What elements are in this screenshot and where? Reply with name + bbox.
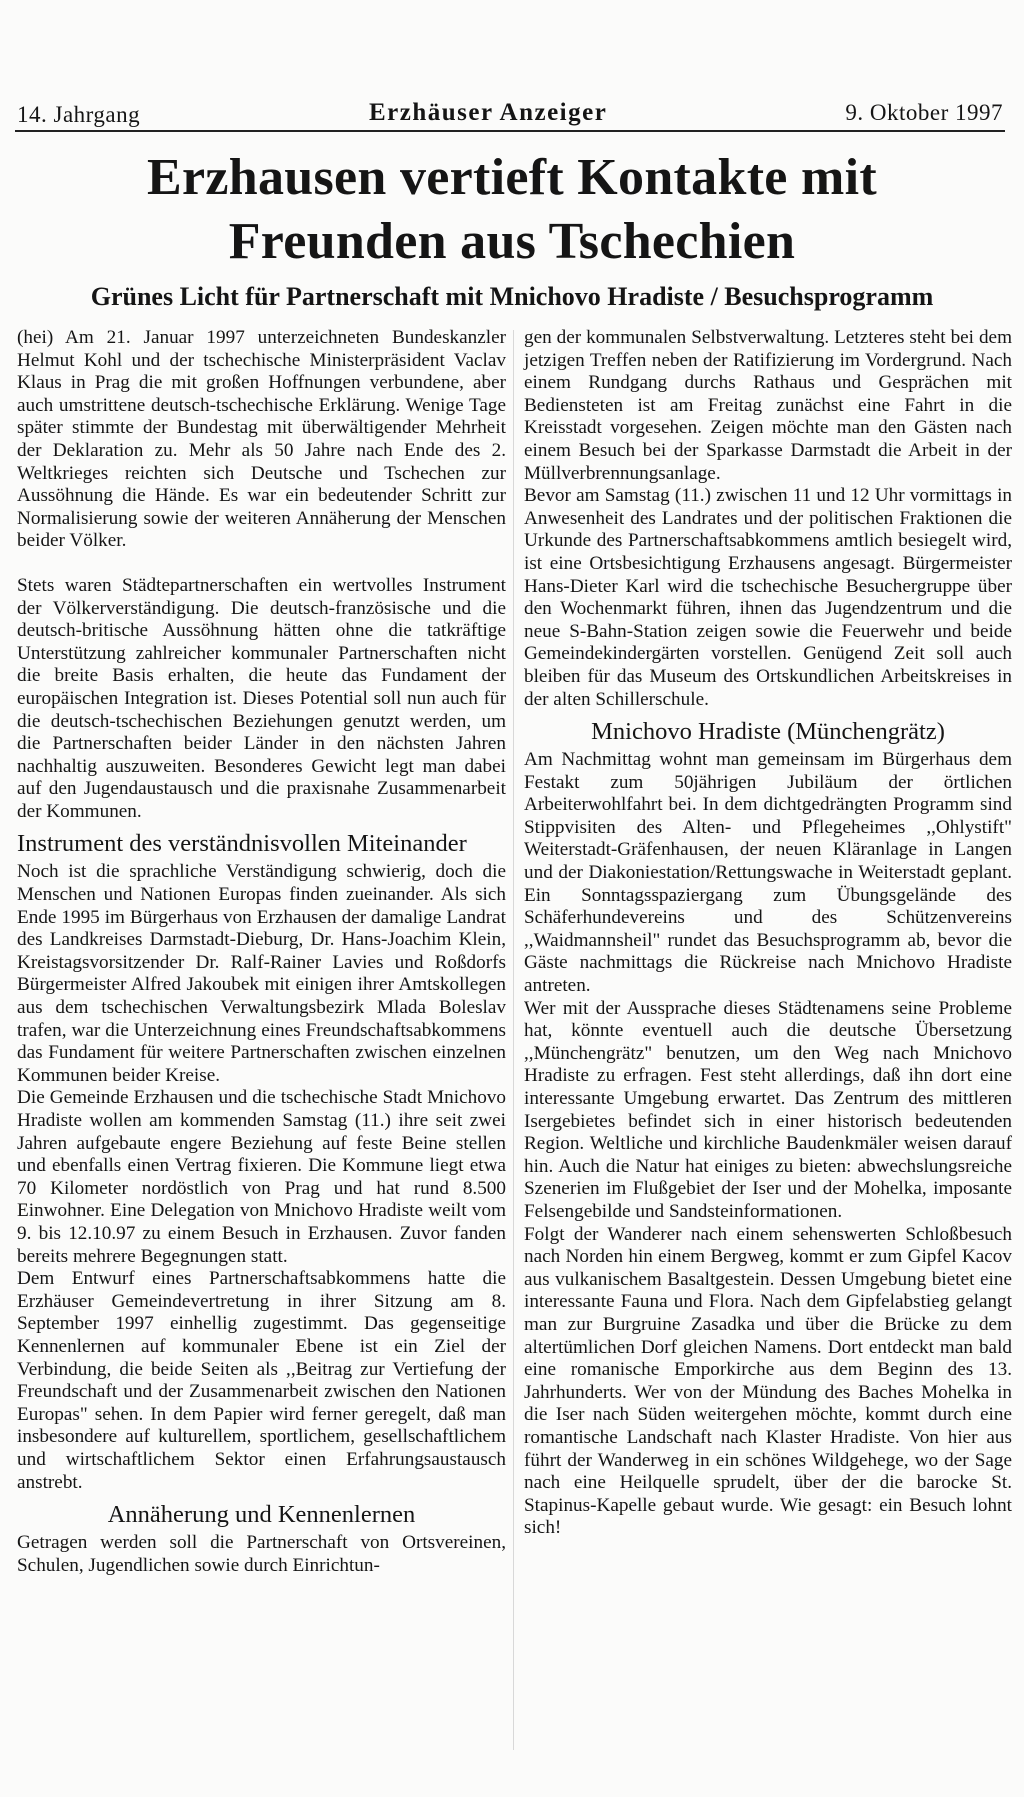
paragraph: Dem Entwurf eines Partnerschaftsabkommens hatte die Erzhäuser Gemeindevertretung in ihrer Sitzung am 8. September 1997 einhellig zugestimmt. Das gegenseitige Kennenlernen auf kommunaler Ebene ist ein Ziel der Verbindung, die beide Seiten als ,,Beitrag zur Vertiefung der Freundschaft und der Zusammenarbeit zwischen den Nationen Europas" sehen. In dem Papier wird ferner geregelt, daß man insbesondere auf kulturellem, sportlichem, gesellschaftlichem und wirtschaftlichem Sektor einen Erfahrungsaustausch anstrebt.	[17, 1268, 506, 1493]
article-headline	[0, 146, 1024, 274]
right-column	[524, 327, 1012, 1540]
paragraph: gen der kommunalen Selbstverwaltung. Letzteres steht bei dem jetzigen Treffen neben der Ratifizierung im Vordergrund. Nach einem Rundgang durchs Rathaus und Gesprächen mit Bediensteten ist am Freitag zunächst eine Fahrt in die Kreisstadt vorgesehen. Zeigen möchte man den Gästen nach einem Besuch bei der Sparkasse Darmstadt die Arbeit in der Müllverbrennungsanlage.	[524, 327, 1012, 484]
headline-line-1: Erzhausen vertieft Kontakte mit	[147, 149, 877, 206]
paragraph: Stets waren Städtepartnerschaften ein wertvolles Instrument der Völkerverständigung. Die deutsch-französische und die deutsch-britische Aussöhnung hätten ohne die tatkräftige Unterstützung zahlreicher kommunaler Partnerschaften nicht die breite Basis erhalten, die heute das Fundament der europäischen Integration ist. Dieses Potential soll nun auch für die deutsch-tschechischen Beziehungen genutzt werden, um die Partnerschaften beider Länder in den nächsten Jahren nachhaltig auszuweiten. Besonderes Gewicht legt man dabei auf den Jugendaustausch und die praxisnahe Zusammenarbeit der Kommunen.	[17, 574, 506, 822]
paragraph: (hei) Am 21. Januar 1997 unterzeichneten Bundeskanzler Helmut Kohl und der tschechische Ministerpräsident Vaclav Klaus in Prag die mit großen Hoffnungen verbundene, aber auch umstrittene deutsch-tschechische Erklärung. Wenige Tage später stimmte der Bundestag mit überwältigender Mehrheit der Deklaration zu. Mehr als 50 Jahre nach Ende des 2. Weltkrieges reichten sich Deutsche und Tschechen zur Aussöhnung die Hände. Es war ein bedeutender Schritt zur Normalisierung sowie der weiteren Annäherung der Menschen beider Völker.	[17, 327, 506, 552]
paragraph: Bevor am Samstag (11.) zwischen 11 und 12 Uhr vormittags in Anwesenheit des Landrates und der politischen Fraktionen die Urkunde des Partnerschaftsabkommens amtlich besiegelt wird, ist eine Ortsbesichtigung Erzhausens angesagt. Bürgermeister Hans-Dieter Karl wird die tschechische Besuchergruppe über den Wochenmarkt führen, ihnen das Jugendzentrum und die neue S-Bahn-Station zeigen sowie die Feuerwehr und beide Gemeindekindergärten vorstellen. Genügend Zeit soll auch bleiben für das Museum des Ortskundlichen Arbeitskreises in der alten Schillerschule.	[524, 485, 1012, 710]
article-subheadline: Grünes Licht für Partnerschaft mit Mnichovo Hradiste / Besuchsprogramm	[90, 282, 934, 311]
headline-line-2: Freunden aus Tschechien	[228, 213, 796, 270]
left-column	[17, 327, 506, 1577]
paragraph: Wer mit der Aussprache dieses Städtenamens seine Probleme hat, könnte eventuell auch die deutsche Übersetzung ,,Münchengrätz" benutzen, um den Weg nach Mnichovo Hradiste zu erfragen. Fest steht allerdings, daß ihn dort eine interessante Umgebung erwartet. Das Zentrum des mittleren Isergebietes befindet sich in einer historisch bedeutenden Region. Weltliche und kirchliche Baudenkmäler weisen darauf hin. Auch die Natur hat einiges zu bieten: abwechslungsreiche Szenerien im Flußgebiet der Iser und der Mohelka, imposante Felsengebilde und Sandsteinformationen.	[524, 997, 1012, 1222]
newspaper-name: Erzhäuser Anzeiger	[369, 99, 608, 126]
section-heading: Annäherung und Kennenlernen	[107, 1501, 416, 1529]
paragraph: Die Gemeinde Erzhausen und die tschechische Stadt Mnichovo Hradiste wollen am kommenden Samstag (11.) ihre seit zwei Jahren aufgebaute engere Beziehung auf feste Beine stellen und ebenfalls einen Vertrag fixieren. Die Kommune liegt etwa 70 Kilometer nordöstlich von Prag und hat rund 8.500 Einwohner. Eine Delegation von Mnichovo Hradiste weilt vom 9. bis 12.10.97 zu einem Besuch in Erzhausen. Zuvor fanden bereits mehrere Begegnungen statt.	[17, 1087, 506, 1267]
volume-label: 14. Jahrgang	[17, 102, 141, 127]
paragraph: Getragen werden soll die Partnerschaft von Ortsvereinen, Schulen, Jugendlichen sowie durch Einrichtun-	[17, 1532, 506, 1576]
masthead	[15, 98, 1005, 132]
issue-date: 9. Oktober 1997	[845, 100, 1003, 125]
section-heading: Mnichovo Hradiste (Münchengrätz)	[591, 718, 945, 746]
paragraph: Noch ist die sprachliche Verständigung schwierig, doch die Menschen und Nationen Europas finden zueinander. Als sich Ende 1995 im Bürgerhaus von Erzhausen der damalige Landrat des Landkreises Darmstadt-Dieburg, Dr. Hans-Joachim Klein, Kreistagsvorsitzender Dr. Ralf-Rainer Lavies und Roßdorfs Bürgermeister Alfred Jakoubek mit einigen ihrer Amtskollegen aus dem tschechischen Verwaltungsbezirk Mlada Boleslav trafen, war die Unterzeichnung eines Freundschaftsabkommens das Fundament für weitere Partnerschaften zwischen einzelnen Kommunen beider Kreise.	[17, 861, 506, 1086]
section-heading: Instrument des verständnisvollen Miteinander	[17, 830, 467, 858]
column-divider	[513, 330, 514, 1750]
paragraph: Am Nachmittag wohnt man gemeinsam im Bürgerhaus dem Festakt zum 50jährigen Jubiläum der örtlichen Arbeiterwohlfahrt bei. In dem dichtgedrängten Programm sind Stippvisiten des Alten- und Pflegeheimes ,,Ohlystift" Weiterstadt-Gräfenhausen, der neuen Kläranlage in Langen und der Diakoniestation/Rettungswache in Weiterstadt geplant. Ein Sonntagsspaziergang zum Übungsgelände des Schäferhundevereins und des Schützenvereins ,,Waidmannsheil" rundet das Besuchsprogramm ab, bevor die Gäste nachmittags die Rückreise nach Mnichovo Hradiste antreten.	[524, 749, 1012, 997]
paragraph: Folgt der Wanderer nach einem sehenswerten Schloßbesuch nach Norden hin einem Bergweg, kommt er zum Gipfel Kacov aus vulkanischem Basaltgestein. Dessen Umgebung bietet eine interessante Fauna und Flora. Nach dem Gipfelabstieg gelangt man zur Burgruine Zasadka und über die Brücke zu dem altertümlichen Dorf gleichen Namens. Dort entdeckt man bald eine romanische Emporkirche aus dem Beginn des 13. Jahrhunderts. Wer von der Mündung des Baches Mohelka in die Iser nach Süden weitergehen möchte, kommt durch eine romantische Landschaft nach Klaster Hradiste. Von hier aus führt der Wanderweg in ein schönes Wildgehege, wo der Sage nach eine Heilquelle sprudelt, über der die barocke St. Stapinus-Kapelle gebaut wurde. Wie gesagt: ein Besuch lohnt sich!	[524, 1223, 1012, 1539]
